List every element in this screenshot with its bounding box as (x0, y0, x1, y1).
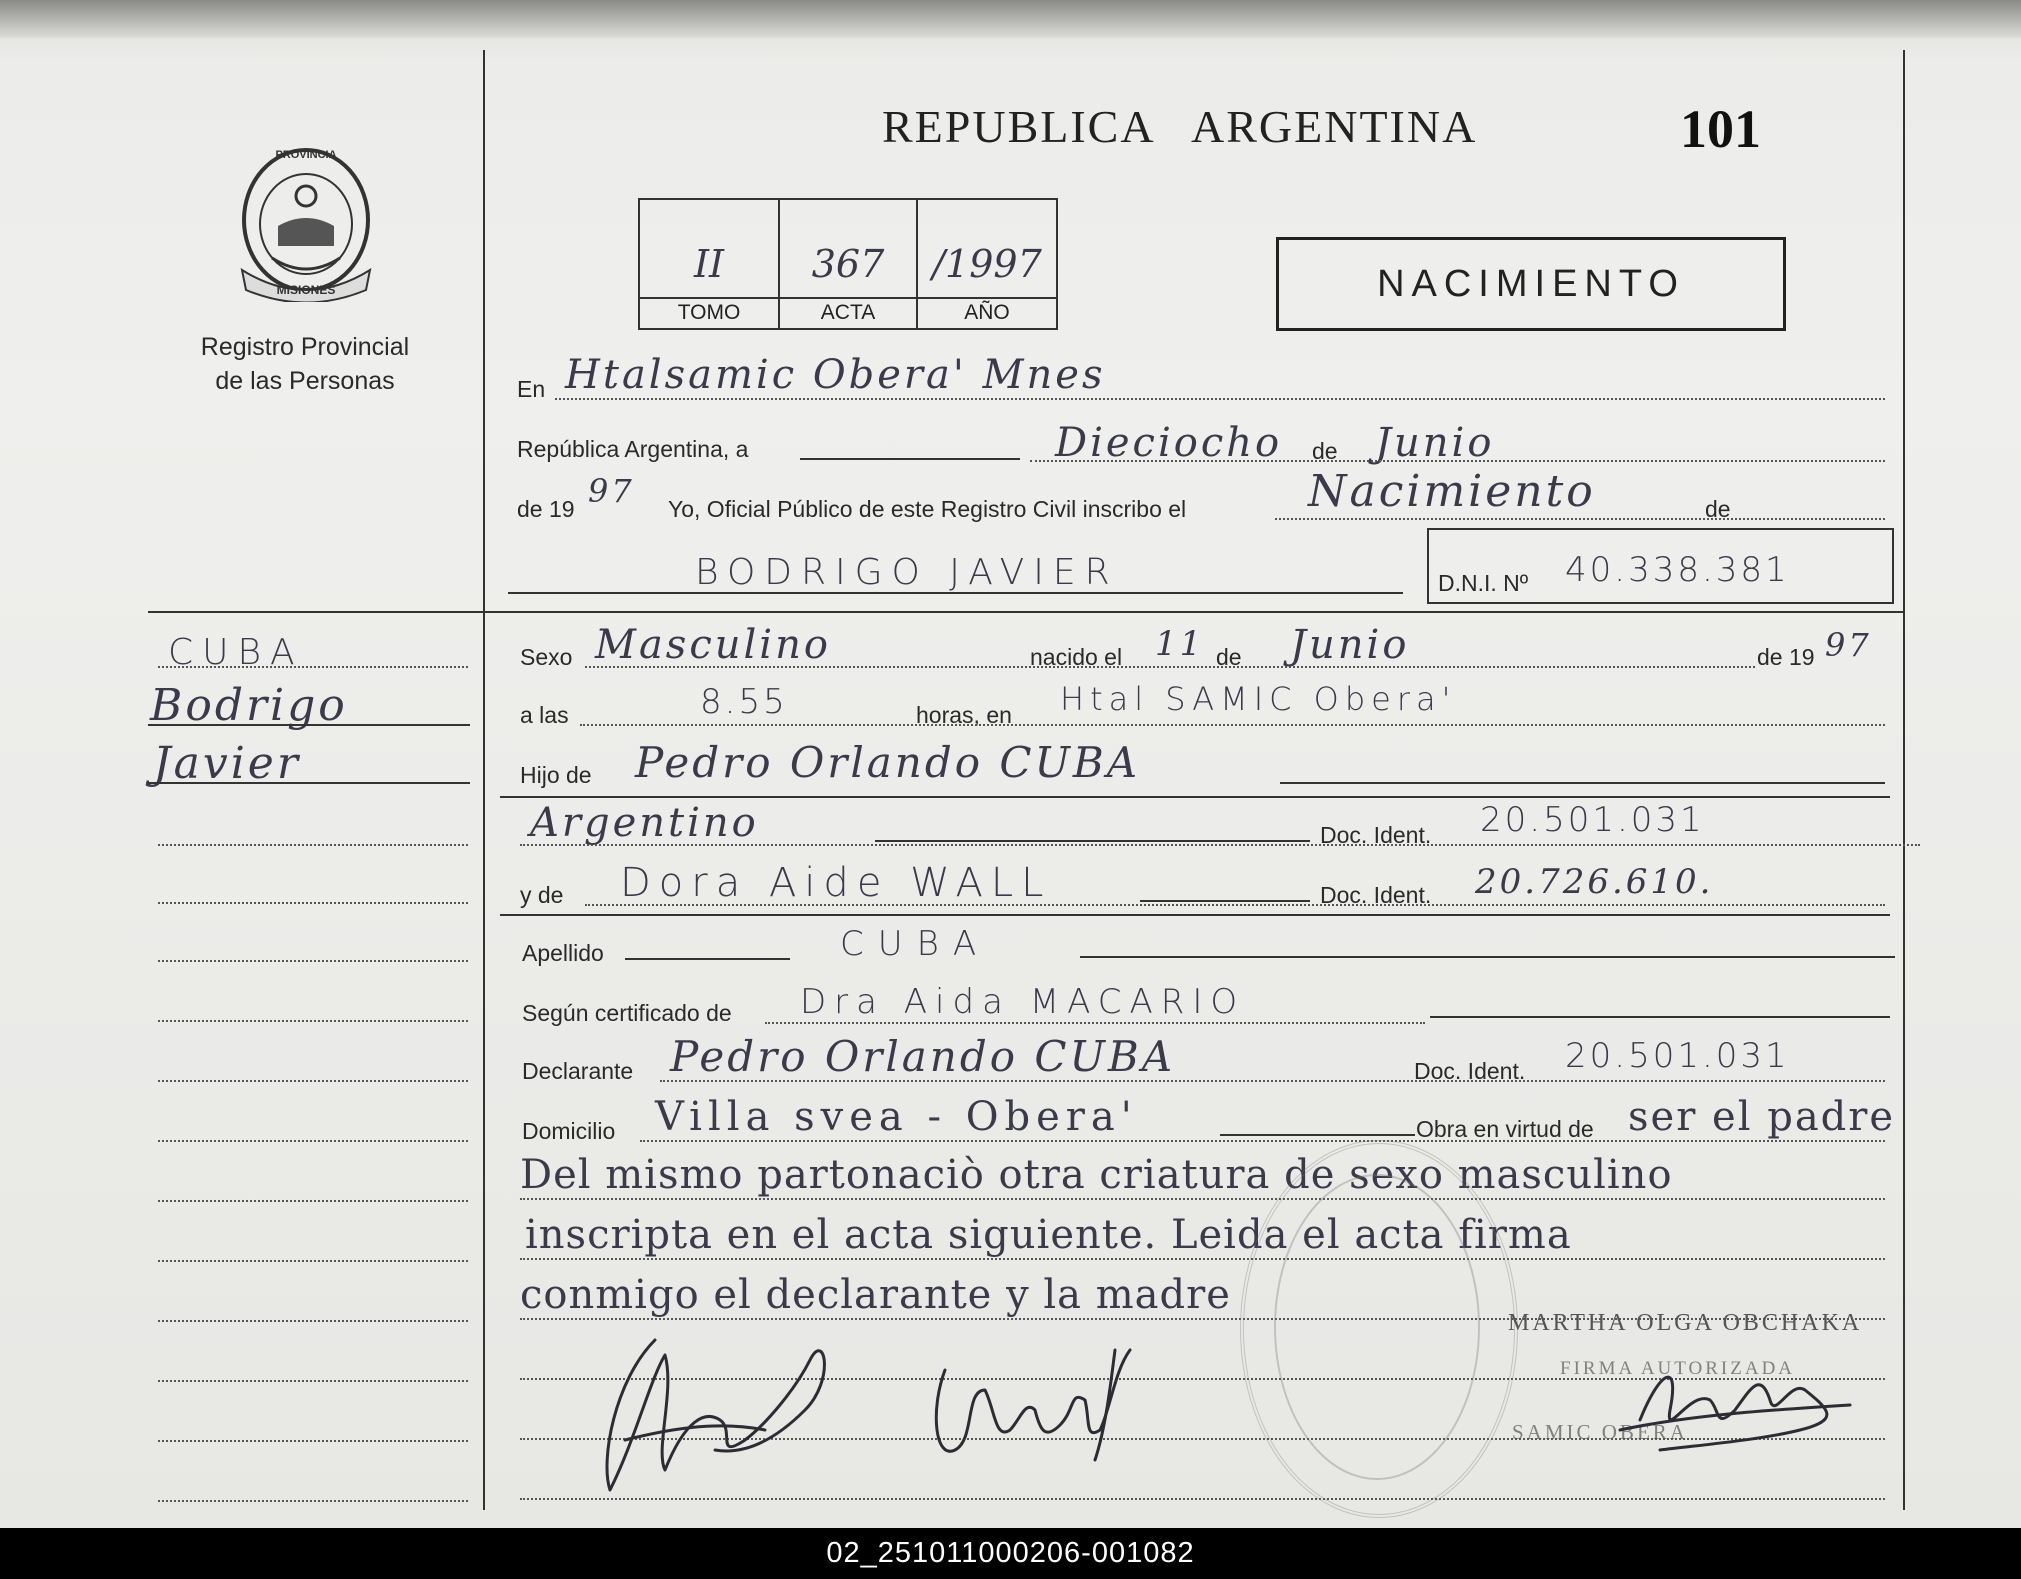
officer-signature (1600, 1350, 1860, 1460)
declarante-line (660, 1080, 1885, 1082)
domicilio-value: Villa svea - Obera' (655, 1094, 1138, 1140)
margin-line (158, 1500, 468, 1502)
dni-value: 40.338.381 (1565, 550, 1790, 590)
margin-line (158, 960, 468, 962)
officer-office: SAMIC OBERA (1512, 1420, 1688, 1444)
certificado-label: Según certificado de (522, 1000, 732, 1026)
anio-value: /1997 (932, 242, 1042, 286)
acto-line (1275, 518, 1885, 520)
republica-label: República Argentina, a (517, 436, 749, 462)
alas-label: a las (520, 702, 569, 728)
mother-name: Dora Aide WALL (620, 860, 1052, 906)
declarante-value: Pedro Orlando CUBA (670, 1032, 1176, 1081)
observation-dots-2 (520, 1258, 1885, 1260)
tomo-label: TOMO (640, 297, 778, 325)
father-doc-line (520, 844, 1920, 846)
mother-doc-label: Doc. Ident. (1320, 882, 1432, 908)
de3-label: de (1216, 644, 1242, 670)
margin-line (158, 1020, 468, 1022)
observation-line-2: inscripta en el acta siguiente. Leida el acta firma (525, 1212, 1572, 1258)
hour-value: 8.55 (700, 682, 788, 722)
birth-month: Junio (1290, 622, 1410, 668)
father-name: Pedro Orlando CUBA (635, 738, 1141, 787)
registry-line-1: Registro Provincial (200, 333, 410, 361)
father-line (1280, 782, 1885, 784)
margin-line (158, 844, 468, 846)
page-title: REPUBLICA ARGENTINA (882, 101, 1478, 152)
registry-name (150, 330, 460, 398)
divider-right (1903, 50, 1905, 1510)
father-nationality: Argentino (530, 800, 759, 846)
tomo-value: II (693, 242, 725, 286)
month-written: Junio (1375, 420, 1495, 466)
dni-label: D.N.I. Nº (1438, 570, 1529, 596)
declarante-label: Declarante (522, 1058, 634, 1084)
page-number: 101 (1680, 99, 1761, 159)
margin-line (158, 902, 468, 904)
margin-line (158, 1260, 468, 1262)
alas-line (580, 724, 1885, 726)
de-year-label: de 19 (1757, 644, 1815, 670)
birth-day: 11 (1155, 624, 1205, 664)
day-written: Dieciocho (1055, 420, 1283, 466)
acto-value: Nacimiento (1308, 466, 1596, 517)
margin-line (158, 666, 468, 668)
record-type-box: NACIMIENTO (1276, 237, 1786, 331)
margin-line (148, 782, 470, 784)
horas-label: horas, en (916, 702, 1012, 728)
apellido-label: Apellido (522, 940, 604, 966)
margin-line (158, 1320, 468, 1322)
domicilio-dots (640, 1140, 1885, 1142)
birth-place: Htal SAMIC Obera' (1060, 680, 1457, 718)
declarante-doc-label: Doc. Ident. (1414, 1058, 1526, 1084)
seal-bottom-text: MISIONES (276, 283, 336, 297)
certificador-value: Dra Aida MACARIO (800, 982, 1246, 1022)
declarante-doc: 20.501.031 (1565, 1036, 1790, 1076)
observation-dots-1 (520, 1198, 1885, 1200)
margin-line (158, 1080, 468, 1082)
apellido-value: CUBA (840, 924, 991, 964)
observation-line-1: Del mismo partonaciò otra criatura de sexo masculino (520, 1152, 1673, 1198)
anio-cell (918, 200, 1056, 328)
father-doc: 20.501.031 (1480, 800, 1705, 840)
nationality-line (875, 840, 1310, 842)
margin-surname: CUBA (168, 632, 304, 673)
seal-top-text: PROVINCIA (275, 149, 337, 161)
domicilio-label: Domicilio (522, 1118, 616, 1144)
mother-doc-line (585, 904, 1885, 906)
margin-line (158, 1440, 468, 1442)
mother-doc: 20.726.610. (1475, 862, 1714, 902)
father-doc-label: Doc. Ident. (1320, 822, 1432, 848)
mother-signature (925, 1330, 1145, 1480)
mother-line-2 (500, 914, 1890, 916)
margin-line (158, 1380, 468, 1382)
sexo-label: Sexo (520, 644, 573, 670)
divider-horizontal (148, 611, 1905, 613)
child-name: BODRIGO JAVIER (695, 552, 1119, 593)
document-id-footer: 02_251011000206-001082 (0, 1528, 2021, 1579)
margin-line (148, 724, 470, 726)
apellido-line-left (625, 958, 790, 960)
official-stamp (1240, 1140, 1518, 1518)
place-value: Htalsamic Obera' Mnes (565, 352, 1106, 398)
yde-label: y de (520, 882, 564, 908)
nacido-label: nacido el (1030, 644, 1123, 670)
hijo-label: Hijo de (520, 762, 592, 788)
child-name-line (508, 592, 1403, 594)
de-label: de (1312, 438, 1338, 464)
acta-reference-box (638, 198, 1058, 330)
mother-line (1140, 900, 1310, 902)
year-prefix-label: de 19 (517, 496, 575, 522)
date-line (1030, 460, 1885, 462)
de2-label: de (1705, 496, 1731, 522)
sexo-value: Masculino (595, 622, 831, 668)
tomo-cell (640, 200, 780, 328)
year-suffix: 97 (588, 472, 635, 510)
officer-name: MARTHA OLGA OBCHAKA (1508, 1310, 1863, 1336)
divider-left (483, 50, 485, 1510)
margin-middle-name: Javier (153, 738, 301, 789)
declarant-signature (595, 1320, 855, 1500)
margin-line (158, 1200, 468, 1202)
blank-line (800, 458, 1020, 460)
registry-line-2: de las Personas (215, 367, 395, 395)
acta-label: ACTA (780, 297, 916, 325)
officer-title: FIRMA AUTORIZADA (1560, 1358, 1796, 1379)
apellido-line-right (1080, 956, 1895, 958)
observation-line-3: conmigo el declarante y la madre (520, 1272, 1231, 1318)
place-line (555, 398, 1885, 400)
obra-label: Obra en virtud de (1416, 1116, 1594, 1142)
en-label: En (517, 376, 546, 402)
birth-year: 97 (1825, 626, 1872, 664)
page-top-shadow (0, 0, 2021, 38)
certificado-line (1430, 1016, 1890, 1018)
anio-label: AÑO (918, 297, 1056, 325)
father-line-2 (500, 796, 1890, 798)
acta-cell (780, 200, 918, 328)
sexo-line (585, 666, 1755, 668)
oficial-text: Yo, Oficial Público de este Registro Civil inscribo el (668, 496, 1187, 522)
provincial-seal-icon (232, 140, 380, 302)
obra-value: ser el padre (1628, 1094, 1896, 1140)
domicilio-line (1220, 1134, 1415, 1136)
certificado-dots (765, 1022, 1425, 1024)
acta-value: 367 (811, 242, 885, 286)
margin-line (158, 1140, 468, 1142)
margin-first-name: Bodrigo (150, 680, 348, 731)
